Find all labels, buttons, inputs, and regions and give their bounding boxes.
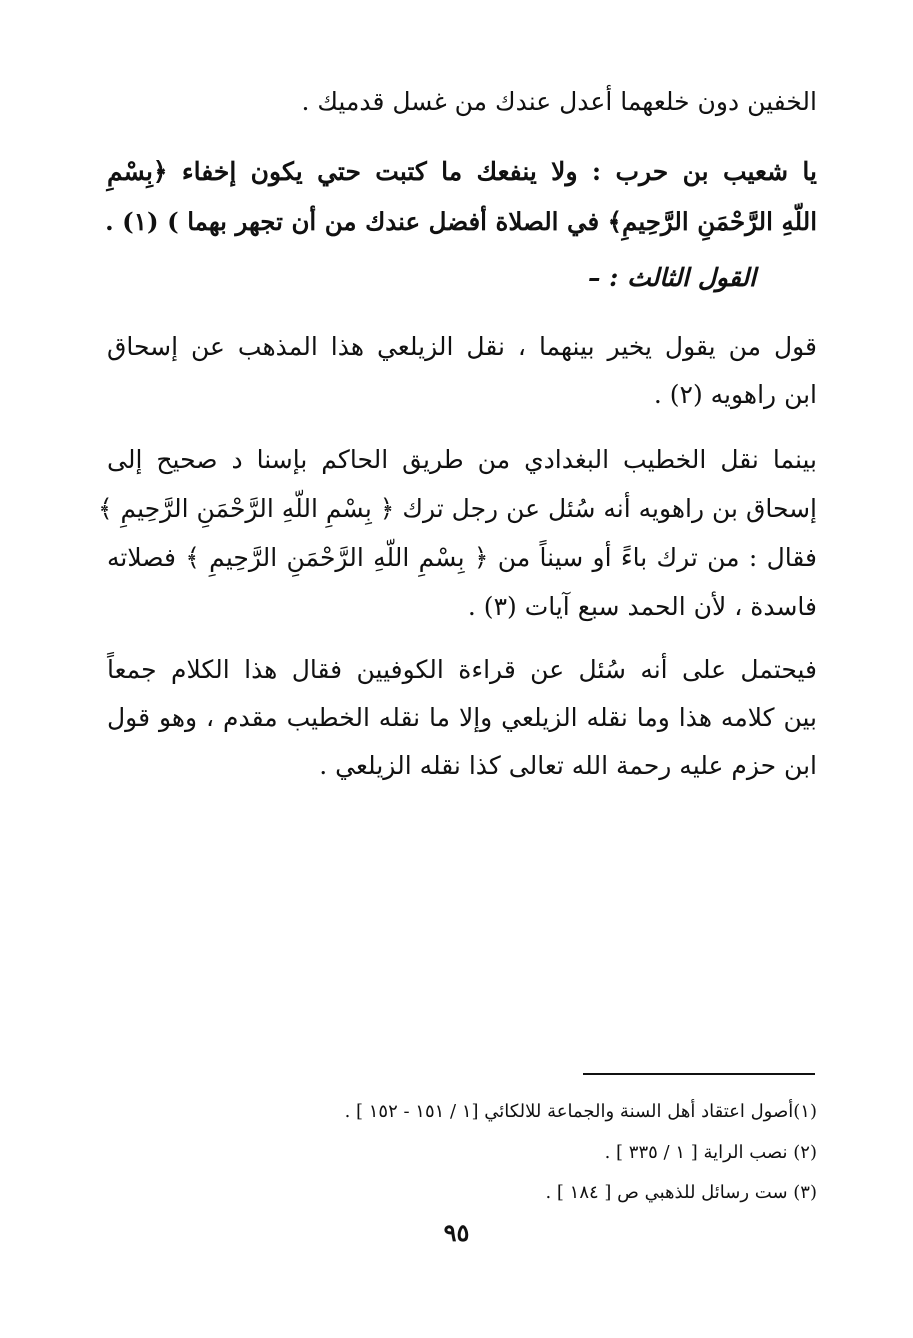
footnote-separator — [583, 1073, 815, 1075]
text-line: ابن حزم عليه رحمة الله تعالى كذا نقله الزيلعي . — [319, 751, 817, 780]
text-line: يا شعيب بن حرب : ولا ينفعك ما كتبت حتي يكون إخفاء ﴿بِسْمِ — [107, 157, 817, 186]
text-line: فقال : من ترك باءً أو سيناً من ﴿ بِسْمِ اللّهِ الرَّحْمَنِ الرَّحِيمِ ﴾ فصلاته — [107, 543, 817, 572]
footnote: (٣) ست رسائل للذهبي ص [ ١٨٤ ] . — [545, 1182, 817, 1203]
text-line: ابن راهويه (٢) . — [653, 380, 817, 409]
page-number: ٩٥ — [443, 1218, 470, 1247]
text-line: اللّهِ الرَّحْمَنِ الرَّحِيمِ﴾ في الصلاة أفضل عندك من أن تجهر بهما ) (١) . — [105, 207, 817, 236]
footnote: (١)أصول اعتقاد أهل السنة والجماعة للالكائي [١ / ١٥١ - ١٥٢ ] . — [344, 1101, 817, 1122]
text-line: إسحاق بن راهويه أنه سُئل عن رجل ترك ﴿ بِسْمِ اللّهِ الرَّحْمَنِ الرَّحِيمِ ﴾ — [97, 494, 817, 523]
footnote: (٢) نصب الراية [ ١ / ٣٣٥ ] . — [604, 1142, 817, 1163]
text-line: بين كلامه هذا وما نقله الزيلعي وإلا ما نقله الخطيب مقدم ، وهو قول — [107, 703, 817, 732]
text-line: الخفين دون خلعهما أعدل عندك من غسل قدميك . — [301, 87, 817, 116]
text-line: فاسدة ، لأن الحمد سبع آيات (٣) . — [467, 592, 817, 621]
text-line: بينما نقل الخطيب البغدادي من طريق الحاكم بإسنا د صحيح إلى — [107, 445, 817, 474]
section-heading: القول الثالث : – — [587, 263, 756, 292]
text-line: فيحتمل على أنه سُئل عن قراءة الكوفيين فقال هذا الكلام جمعاً — [107, 655, 817, 684]
text-line: قول من يقول يخير بينهما ، نقل الزيلعي هذا المذهب عن إسحاق — [107, 332, 817, 361]
